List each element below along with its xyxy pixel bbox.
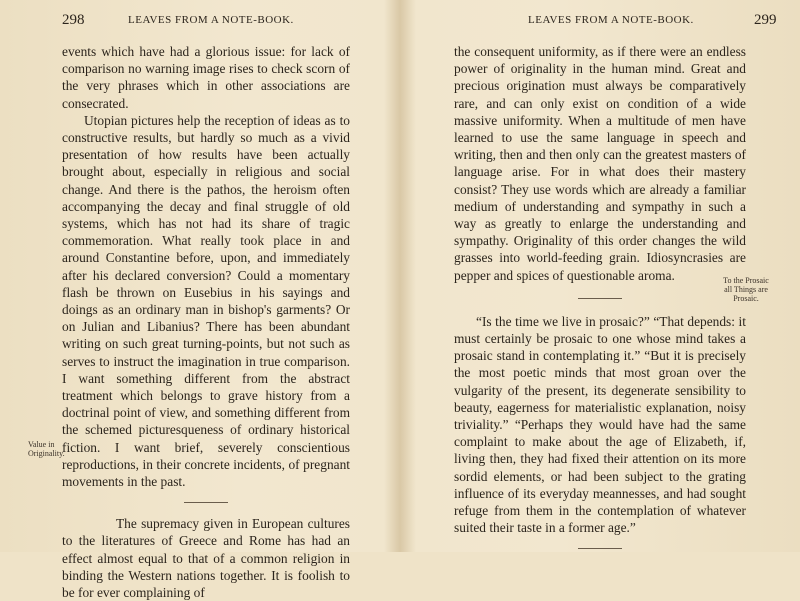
section-divider bbox=[578, 548, 622, 549]
paragraph: Utopian pictures help the reception of ideas as to constructive results, but hardly so much as a vivid presentation of how results have been actually brought about, especially in religious and social change. And there is the pathos, the heroism often accompanying the decay and final struggle of old systems, which has not had its share of tragic commemoration. What really took place in and around Constantine before, upon, and immediately after his declared conversion? Could a momentary flash be thrown on Eusebius in his sayings and doings as an ordinary man in bishop's garments? Or on Julian and Libanius? There has been abundant writing on such great turning-points, but not such as serves to instruct the imagination in true comparison. I want something different from the abstract treatment which belongs to grave history from a doctrinal point of view, and something different from the schemed picturesqueness of ordinary historical fiction. I want brief, severely conscientious reproductions, in their concrete incidents, of pregnant movements in the past. bbox=[62, 112, 350, 490]
running-head: LEAVES FROM A NOTE-BOOK. bbox=[128, 14, 294, 26]
margin-note: Value in Originality. bbox=[28, 440, 65, 458]
running-head: LEAVES FROM A NOTE-BOOK. bbox=[528, 14, 694, 26]
paragraph: “Is the time we live in prosaic?” “That depends: it must certainly be prosaic to one whose mind takes a prosaic stand in contemplating it.” “But it is precisely the most poetic minds that most groan over the vulgarity of the present, its degenerate sensibility to beauty, eagerness for materialistic explanation, noisy triviality.” “Perhaps they would have had the same complaint to make about the age of Elizabeth, if, living then, they had fixed their attention on its more sordid elements, or had been subject to the grating influence of its everyday meannesses, and had sought refuge from them in the contemplation of whatever suited their taste in a former age.” bbox=[454, 313, 746, 536]
right-page-body bbox=[454, 43, 746, 561]
section-divider bbox=[578, 298, 622, 299]
paragraph: events which have had a glorious issue: for lack of comparison no warning image rises to check scorn of the very phrases which in other associations are consecrated. bbox=[62, 44, 350, 111]
section-divider bbox=[184, 502, 228, 503]
page-number: 298 bbox=[62, 12, 85, 28]
page-number: 299 bbox=[754, 12, 777, 28]
paragraph: The supremacy given in European cultures to the literatures of Greece and Rome has had an effect almost equal to that of a common religion in binding the Western nations together. It is foolish to be for ever complaining of bbox=[62, 516, 350, 601]
margin-note: To the Prosaic all Things are Prosaic. bbox=[723, 276, 769, 303]
paragraph: the consequent uniformity, as if there were an endless power of originality in the human mind. Great and precious origination must always be comparatively rare, and can only exist on condition of a wide massive uniformity. When a multitude of men have learned to use the same language in speech and writing, then and then only can the greatest masters of language arise. For in what does their mastery consist? They use words which are already a familiar medium of understanding and sympathy in such a way as greatly to enlarge the understanding and sympathy. Originality of this order changes the wild grasses into world-feeding grain. Idiosyncrasies are pepper and spices of questionable aroma. bbox=[454, 44, 746, 283]
right-page bbox=[402, 0, 800, 552]
left-page-body bbox=[62, 43, 350, 601]
